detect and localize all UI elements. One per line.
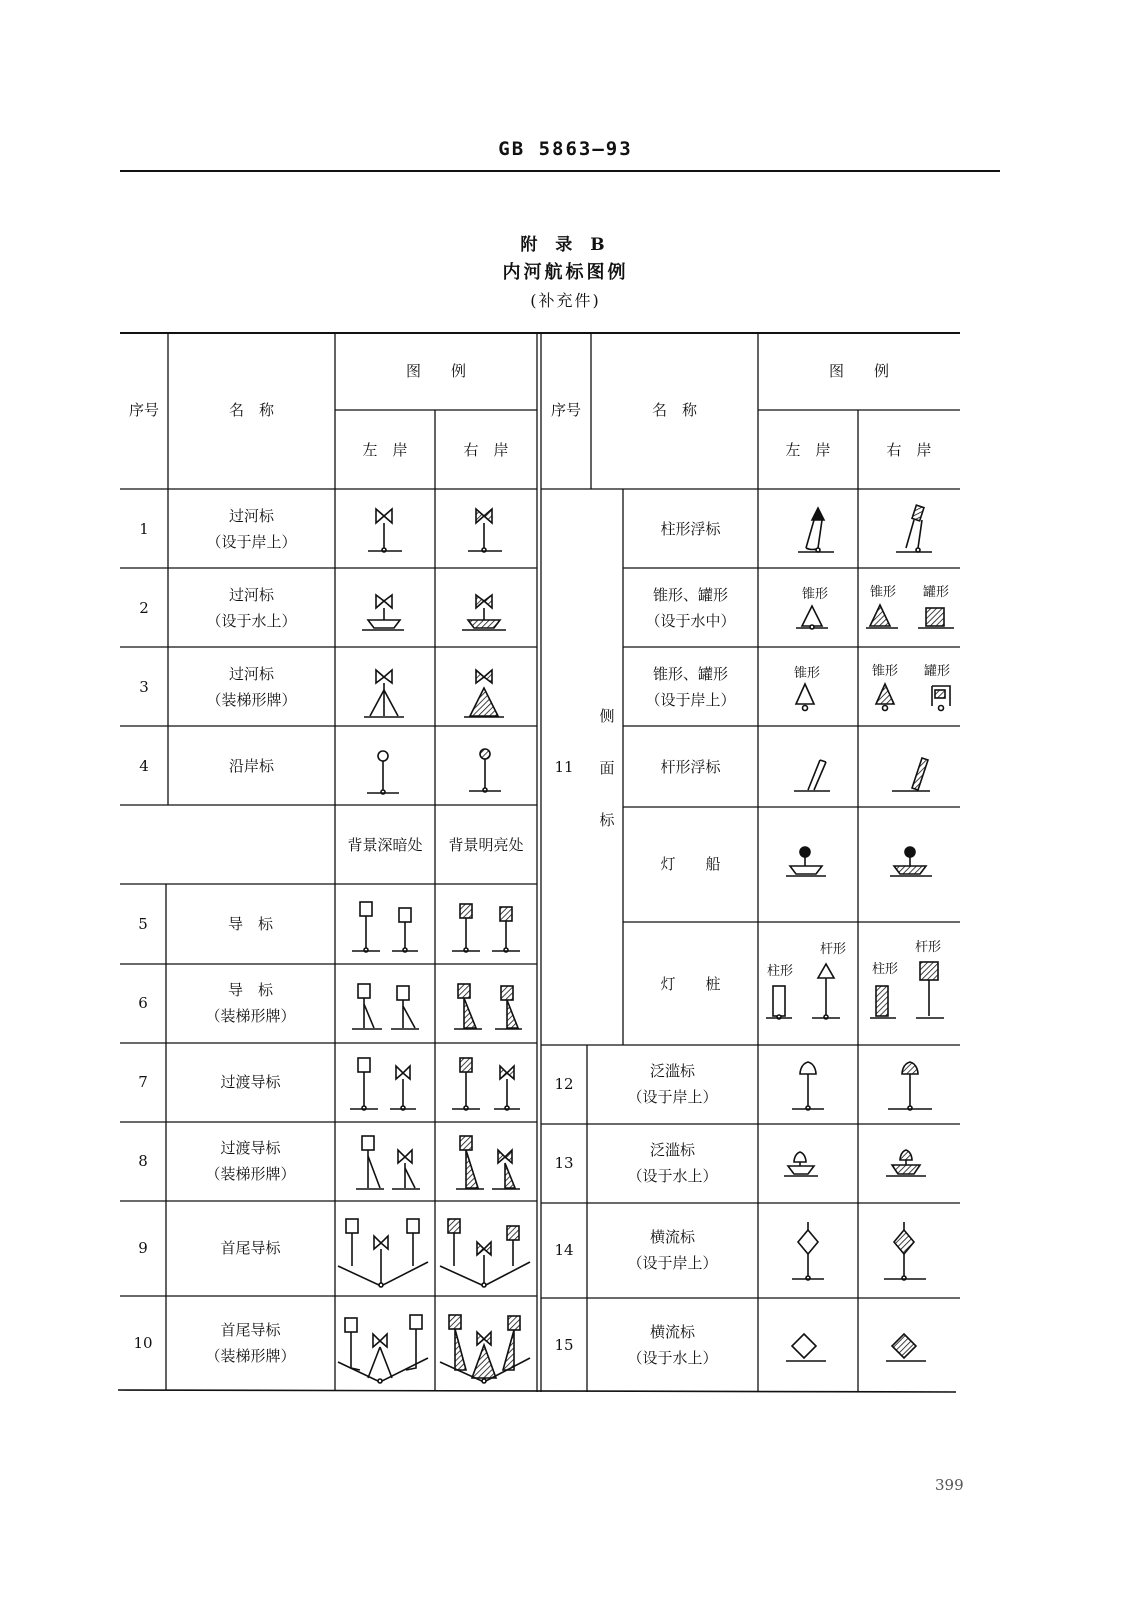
light-beacon-pillar-right-icon [870,986,896,1018]
transition-leading-board-dark-icon [356,1136,420,1189]
row-1-no: 1 [139,520,149,538]
head-tail-leading-board-dark-icon [338,1315,428,1383]
transition-leading-mark-bright-icon [452,1058,520,1110]
row-3-no: 3 [139,678,149,696]
label-cone-water-left: 锥形 [801,587,828,602]
row-7-no: 7 [138,1073,148,1091]
row-6-no: 6 [138,994,148,1012]
light-beacon-pole-right-icon [916,962,944,1018]
sub-2-name: 锥形、罐形 [652,586,728,604]
row-5-no: 5 [138,915,148,933]
col-name-left: 名 称 [228,401,274,419]
transition-leading-mark-dark-icon [350,1058,416,1110]
appendix-title: 内河航标图例 [502,262,629,283]
row-14-name: 横流标 [649,1228,695,1246]
sub-3-name: 锥形、罐形 [652,665,728,683]
pole-buoy-left-icon [794,760,830,791]
col-seq-left: 序号 [128,401,159,419]
sub-4-name: 杆形浮标 [660,758,721,776]
head-tail-leading-board-bright-icon [440,1315,530,1383]
row-12-sub: （设于岸上） [627,1088,718,1106]
row-9-name: 首尾导标 [220,1239,281,1257]
row-14-no: 14 [554,1241,574,1259]
head-tail-leading-dark-icon [338,1219,428,1287]
row-3-name: 过河标 [228,665,274,683]
col-left-bank-b: 左 岸 [785,441,831,459]
col-right-bank-a: 右 岸 [463,441,509,459]
row-9-no: 9 [138,1239,148,1257]
row-12-no: 12 [554,1075,574,1093]
row-12-name: 泛滥标 [649,1062,695,1080]
label-cone-shore-left: 锥形 [793,666,820,681]
page-number: 399 [935,1476,964,1494]
row-2-name: 过河标 [228,586,274,604]
crossing-mark-water-left-icon [362,595,404,630]
group-label-2: 面 [599,759,615,777]
crossing-mark-water-right-icon [462,595,506,630]
row-11-no: 11 [554,758,574,776]
row-4-name: 沿岸标 [228,757,274,775]
row-13-no: 13 [554,1154,574,1172]
row-2-no: 2 [139,599,149,617]
flood-mark-shore-right-icon [888,1062,932,1110]
row-8-sub: （装梯形牌） [205,1165,296,1183]
sub-2-sub: （设于水中） [645,612,736,630]
row-6-name: 导 标 [227,981,273,999]
col-left-bank-a: 左 岸 [362,441,408,459]
row-15-name: 横流标 [649,1323,695,1341]
row-1-sub: （设于岸上） [206,533,297,551]
row-2-sub: （设于水上） [206,612,297,630]
sub-5-name: 灯 船 [660,855,721,873]
leading-mark-board-dark-icon [352,984,419,1029]
cone-mark-shore-left-icon [796,684,814,711]
row-14-sub: （设于岸上） [627,1254,718,1272]
row-13-name: 泛滥标 [649,1141,695,1159]
row-8-no: 8 [138,1152,148,1170]
pole-buoy-right-icon [892,758,930,791]
col-seq-right: 序号 [550,401,581,419]
light-beacon-pillar-left-icon [766,986,792,1019]
col-legend-left: 图 例 [405,362,466,380]
crossing-mark-board-left-icon [364,670,404,717]
pillar-buoy-right-icon [896,505,932,552]
leading-mark-board-bright-icon [454,984,522,1029]
row-7-name: 过渡导标 [220,1073,281,1091]
along-bank-mark-left-icon [367,751,399,794]
sub-6-name: 灯 桩 [660,975,721,993]
col-dark-background: 背景深暗处 [347,836,423,854]
standard-header: GB 5863—93 [498,138,633,160]
col-name-right: 名 称 [651,401,697,419]
row-6-sub: （装梯形牌） [205,1007,296,1025]
appendix-note: (补充件) [530,291,601,310]
cone-buoy-water-right-icon [866,605,898,628]
pillar-buoy-left-icon [798,508,834,552]
row-15-no: 15 [554,1336,574,1354]
flood-mark-water-left-icon [784,1152,818,1176]
label-pole-left: 杆形 [819,942,846,957]
crossing-mark-board-right-icon [464,670,504,717]
appendix-label: 附 录 B [520,235,611,255]
cross-current-mark-water-right-icon [886,1334,926,1361]
label-pole-right: 杆形 [914,940,941,955]
col-bright-background: 背景明亮处 [448,836,524,854]
row-13-sub: （设于水上） [627,1167,718,1185]
light-beacon-pole-left-icon [812,964,840,1019]
cross-current-mark-water-left-icon [786,1334,826,1361]
sub-3-sub: （设于岸上） [645,691,736,709]
flood-mark-water-right-icon [886,1150,926,1176]
sub-1-name: 柱形浮标 [660,520,721,538]
row-10-no: 10 [133,1334,153,1352]
leading-mark-dark-icon [352,902,418,952]
row-10-sub: （装梯形牌） [205,1347,296,1365]
label-pillar-right: 柱形 [871,962,898,977]
can-mark-shore-right-icon [932,686,950,711]
flood-mark-shore-left-icon [792,1062,824,1110]
leading-mark-bright-icon [452,904,520,952]
group-label-1: 侧 [599,707,615,725]
row-8-name: 过渡导标 [220,1139,281,1157]
light-vessel-right-icon [890,847,932,876]
label-cone-water-right: 锥形 [869,585,896,600]
row-3-sub: （装梯形牌） [206,691,297,709]
row-10-name: 首尾导标 [220,1321,281,1339]
col-legend-right: 图 例 [828,362,889,380]
row-15-sub: （设于水上） [627,1349,718,1367]
col-right-bank-b: 右 岸 [886,441,932,459]
transition-leading-board-bright-icon [456,1136,520,1189]
row-4-no: 4 [139,757,149,775]
crossing-mark-shore-left-icon [368,509,402,552]
group-label-3: 标 [599,811,615,829]
light-vessel-left-icon [786,847,826,876]
label-can-water-right: 罐形 [922,585,949,600]
cone-buoy-water-left-icon [796,606,828,629]
along-bank-mark-right-icon [469,749,501,792]
label-cone-shore-right: 锥形 [871,664,898,679]
label-can-shore-right: 罐形 [923,664,950,679]
cross-current-mark-shore-left-icon [792,1222,824,1280]
cone-mark-shore-right-icon [876,684,894,711]
row-5-name: 导 标 [227,915,273,933]
crossing-mark-shore-right-icon [468,509,502,552]
label-pillar-left: 柱形 [766,964,793,979]
row-1-name: 过河标 [228,507,274,525]
head-tail-leading-bright-icon [440,1219,530,1287]
can-buoy-water-right-icon [918,608,954,628]
cross-current-mark-shore-right-icon [884,1222,926,1280]
